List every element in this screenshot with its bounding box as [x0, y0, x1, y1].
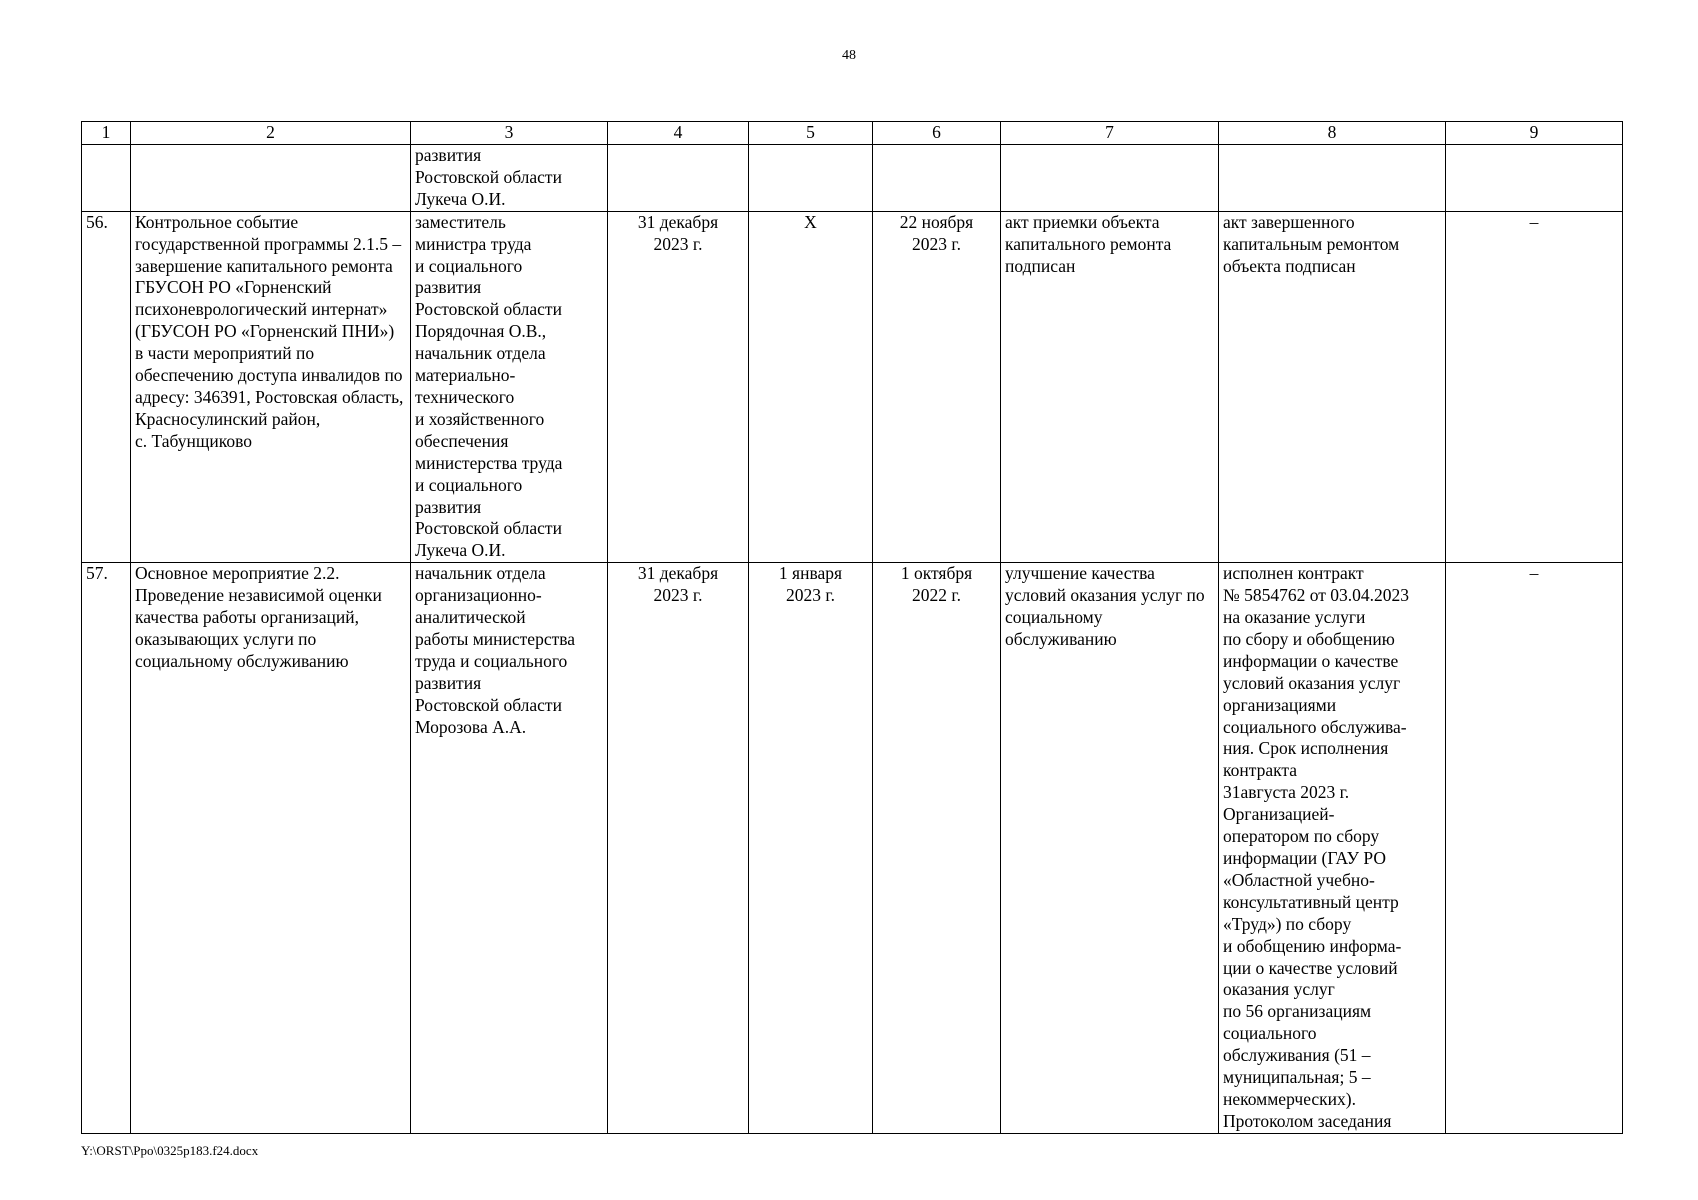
responsible-cell: начальник отдела организационно- аналитической работы министерства труда и социального развития Ростовской области Морозова А.А. [411, 563, 608, 1134]
planned-end-date-cell [608, 145, 749, 212]
column-numbers-row [82, 122, 1623, 145]
reasons-cell [1446, 145, 1623, 212]
responsible-cell: развития Ростовской области Лукеча О.И. [411, 145, 608, 212]
actual-result-cell [1219, 145, 1446, 212]
column-number: 4 [608, 122, 749, 145]
column-number: 9 [1446, 122, 1623, 145]
actual-start-date-cell [749, 145, 873, 212]
planned-result-cell: улучшение качества условий оказания услуг по социальному обслуживанию [1001, 563, 1219, 1134]
column-number: 5 [749, 122, 873, 145]
row-number-cell [82, 145, 131, 212]
actual-result-cell: акт завершенного капитальным ремонтом объекта подписан [1219, 211, 1446, 563]
reasons-cell: – [1446, 563, 1623, 1134]
row-number-cell: 56. [82, 211, 131, 563]
column-number: 8 [1219, 122, 1446, 145]
actual-start-date-cell: Х [749, 211, 873, 563]
table-row [82, 563, 1623, 1134]
planned-end-date-cell: 31 декабря 2023 г. [608, 563, 749, 1134]
row-number-cell: 57. [82, 563, 131, 1134]
column-number: 2 [131, 122, 411, 145]
reasons-cell: – [1446, 211, 1623, 563]
actual-start-date-cell: 1 января 2023 г. [749, 563, 873, 1134]
footer-file-path: Y:\ORST\Ppo\0325p183.f24.docx [81, 1143, 259, 1158]
actual-result-cell: исполнен контракт № 5854762 от 03.04.2023 на оказание услуги по сбору и обобщению информации о качестве условий оказания услуг организациями социального обслужива- ния. Срок исполнения контракта 31августа 2023 г. Организацией- оператором по сбору информации (ГАУ РО «Областной учебно- консультативный центр «Труд») по сбору и обобщению информа- ции о качестве условий оказания услуг по 56 организациям социального обслуживания (51 – муниципальная; 5 – некоммерческих). Протоколом заседания [1219, 563, 1446, 1134]
event-cell: Контрольное событие государственной программы 2.1.5 – завершение капитального ремонта ГБУСОН РО «Горненский психоневрологический интернат» (ГБУСОН РО «Горненский ПНИ») в части мероприятий по обеспечению доступа инвалидов по адресу: 346391, Ростовская область, Красносулинский район, с. Табунщиково [131, 211, 411, 563]
actual-end-date-cell: 1 октября 2022 г. [873, 563, 1001, 1134]
column-number: 6 [873, 122, 1001, 145]
actual-end-date-cell: 22 ноября 2023 г. [873, 211, 1001, 563]
planned-result-cell: акт приемки объекта капитального ремонта подписан [1001, 211, 1219, 563]
page-number: 48 [842, 48, 856, 63]
planned-end-date-cell: 31 декабря 2023 г. [608, 211, 749, 563]
event-cell [131, 145, 411, 212]
table-row [82, 145, 1623, 212]
report-table [81, 121, 1623, 1134]
column-number: 7 [1001, 122, 1219, 145]
event-cell: Основное мероприятие 2.2. Проведение независимой оценки качества работы организаций, оказывающих услуги по социальному обслуживанию [131, 563, 411, 1134]
planned-result-cell [1001, 145, 1219, 212]
column-number: 1 [82, 122, 131, 145]
actual-end-date-cell [873, 145, 1001, 212]
column-number: 3 [411, 122, 608, 145]
responsible-cell: заместитель министра труда и социального развития Ростовской области Порядочная О.В., начальник отдела материально- технического и хозяйственного обеспечения министерства труда и социального развития Ростовской области Лукеча О.И. [411, 211, 608, 563]
table-row [82, 211, 1623, 563]
